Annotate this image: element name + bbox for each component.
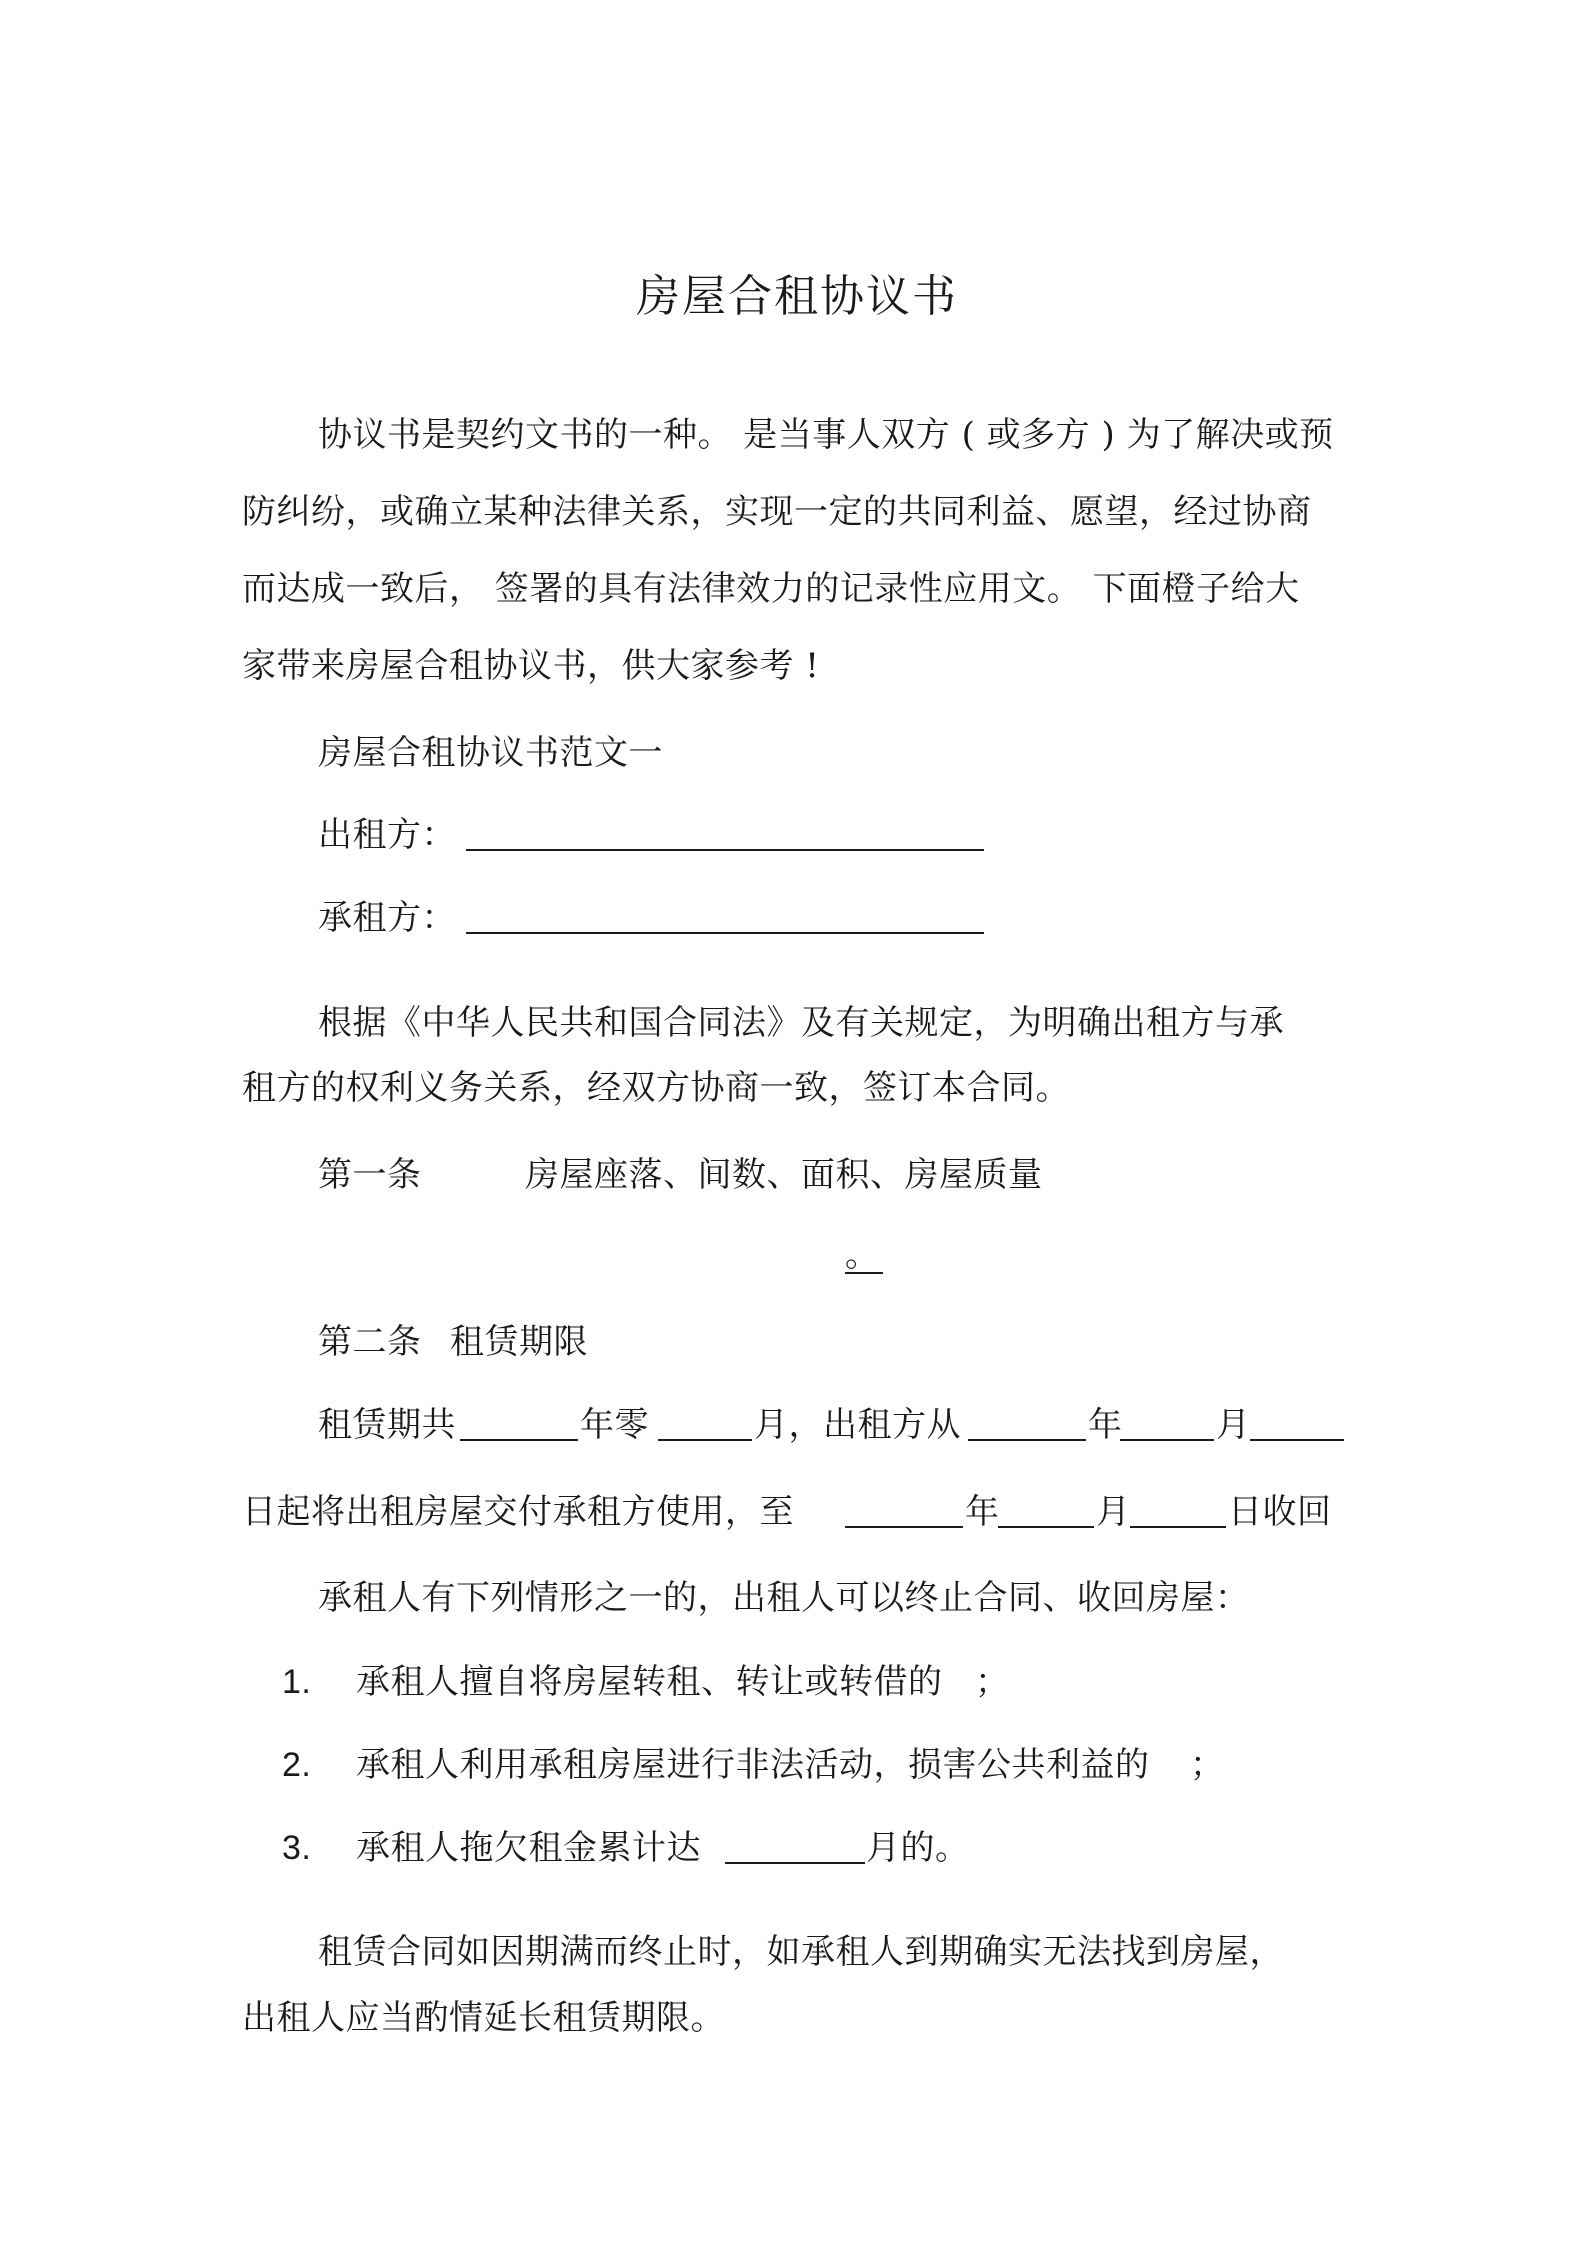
- expiry-line-2: 出租人应当酌情延长租赁期限。: [242, 1998, 725, 2038]
- term-line-1-b: 年零: [580, 1405, 649, 1445]
- list-item-text: 承租人利用承租房屋进行非法活动，损害公共利益的: [356, 1745, 1150, 1785]
- page-title: 房屋合租协议书: [636, 271, 958, 322]
- article-1-label: 第一条: [318, 1155, 422, 1195]
- term-line-2-d: 日收回: [1228, 1492, 1332, 1532]
- list-item-tail: 月的。: [866, 1828, 970, 1868]
- article-1-text: 房屋座落、间数、面积、房屋质量: [525, 1155, 1043, 1195]
- term-line-1-c: 月，出租方从: [754, 1405, 961, 1445]
- lessee-row: [318, 898, 456, 938]
- termination-intro: 承租人有下列情形之一的，出租人可以终止合同、收回房屋：: [318, 1578, 1250, 1618]
- term-years-blank: [460, 1405, 578, 1441]
- basis-line-2: 租方的权利义务关系，经双方协商一致，签订本合同。: [242, 1068, 1070, 1108]
- lessor-row: [318, 815, 456, 855]
- intro-line-2: 防纠纷，或确立某种法律关系，实现一定的共同利益、愿望，经过协商: [242, 492, 1312, 532]
- start-month-blank: [1120, 1405, 1214, 1441]
- term-line-1-d: 年: [1088, 1405, 1123, 1445]
- lessee-label: 承租方：: [318, 898, 456, 938]
- article-1-period: 。: [845, 1238, 883, 1274]
- expiry-line-1: 租赁合同如因期满而终止时，如承租人到期确实无法找到房屋，: [318, 1932, 1284, 1972]
- intro-line-1: 协议书是契约文书的一种。 是当事人双方 ( 或多方 ) 为了解决或预: [318, 415, 1334, 455]
- intro-line-4: 家带来房屋合租协议书，供大家参考 !: [242, 646, 820, 686]
- list-item-number: 2.: [282, 1746, 312, 1784]
- intro-line-3: 而达成一致后， 签署的具有法律效力的记录性应用文。 下面橙子给大: [242, 569, 1300, 609]
- lessor-blank: [466, 815, 984, 851]
- arrears-months-blank: [725, 1828, 865, 1864]
- term-line-2-a: 日起将出租房屋交付承租方使用，至: [242, 1492, 794, 1532]
- end-day-blank: [1130, 1492, 1226, 1528]
- start-year-blank: [968, 1405, 1086, 1441]
- end-year-blank: [845, 1492, 963, 1528]
- end-month-blank: [998, 1492, 1094, 1528]
- term-line-1-e: 月: [1216, 1405, 1251, 1445]
- term-line-2-b: 年: [965, 1492, 1000, 1532]
- lessee-blank: [466, 898, 984, 934]
- term-line-2-c: 月: [1096, 1492, 1131, 1532]
- list-item-tail: ；: [1190, 1745, 1225, 1785]
- article-2-text: 租赁期限: [450, 1322, 588, 1362]
- sample-heading: 房屋合租协议书范文一: [318, 733, 663, 773]
- list-item-tail: ；: [975, 1662, 1010, 1702]
- lessor-label: 出租方：: [318, 815, 456, 855]
- list-item-text: 承租人擅自将房屋转租、转让或转借的: [356, 1662, 943, 1702]
- article-2-label: 第二条: [318, 1322, 422, 1362]
- list-item-text: 承租人拖欠租金累计达: [356, 1828, 701, 1868]
- basis-line-1: 根据《中华人民共和国合同法》及有关规定，为明确出租方与承: [318, 1003, 1284, 1043]
- term-line-1-a: 租赁期共: [318, 1405, 456, 1445]
- list-item-number: 1.: [282, 1663, 312, 1701]
- list-item-number: 3.: [282, 1829, 312, 1867]
- term-months-blank: [658, 1405, 752, 1441]
- start-day-blank: [1250, 1405, 1344, 1441]
